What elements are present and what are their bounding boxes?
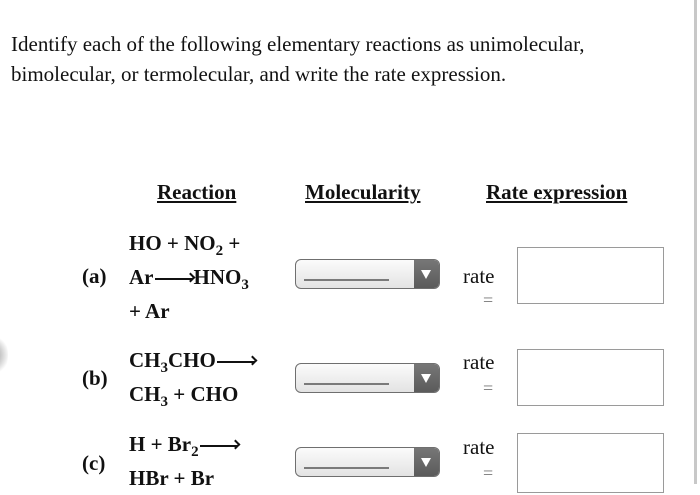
dropdown-placeholder-line [304,383,389,385]
reaction-line: $CH_3$ + CHO [129,382,239,410]
dropdown-placeholder-line [304,467,389,469]
page-edge-divider [694,0,697,484]
reaction-arrow-icon [217,361,255,363]
reaction-line: $H + Br_2$ [129,427,239,461]
rate-input-a[interactable] [517,247,664,304]
row-c-label: (c) [82,451,106,475]
equals-a: = [483,290,494,310]
molecularity-dropdown-c[interactable] [295,447,440,477]
header-reaction: Reaction [157,180,237,204]
reaction-arrow-icon [200,445,238,447]
reaction-line: HBr + Br [129,466,215,490]
row-a-reaction [129,226,249,328]
equals-b: = [483,378,494,398]
molecularity-dropdown-a[interactable] [295,259,440,289]
triangle-down-icon[interactable] [414,260,439,288]
reaction-arrow-icon [155,278,193,280]
header-rate-expression: Rate expression [486,180,628,204]
reaction-line: $CH_3CHO$ [129,343,256,377]
rate-input-b[interactable] [517,349,664,406]
header-molecularity: Molecularity [305,180,421,204]
row-b-label: (b) [82,366,108,390]
equals-c: = [483,463,494,483]
reaction-line: HO + $NO_2$ + [129,231,241,259]
rate-label-c: rate [463,435,495,459]
row-c-reaction [129,427,239,495]
edge-shadow [0,335,8,375]
dropdown-placeholder-line [304,279,389,281]
reaction-line: + Ar [129,299,170,323]
triangle-down-icon[interactable] [414,364,439,392]
molecularity-dropdown-b[interactable] [295,363,440,393]
row-a-label: (a) [82,264,107,288]
rate-label-a: rate [463,264,495,288]
question-prompt: Identify each of the following elementary reactions as unimolecular, bimolecular, or termolecular, and write the rate expression. [11,32,585,86]
rate-label-b: rate [463,350,495,374]
rate-input-c[interactable] [517,433,664,493]
triangle-down-icon[interactable] [414,448,439,476]
row-b-reaction [129,343,256,411]
reaction-line: Ar $HNO_3$ [129,265,249,293]
